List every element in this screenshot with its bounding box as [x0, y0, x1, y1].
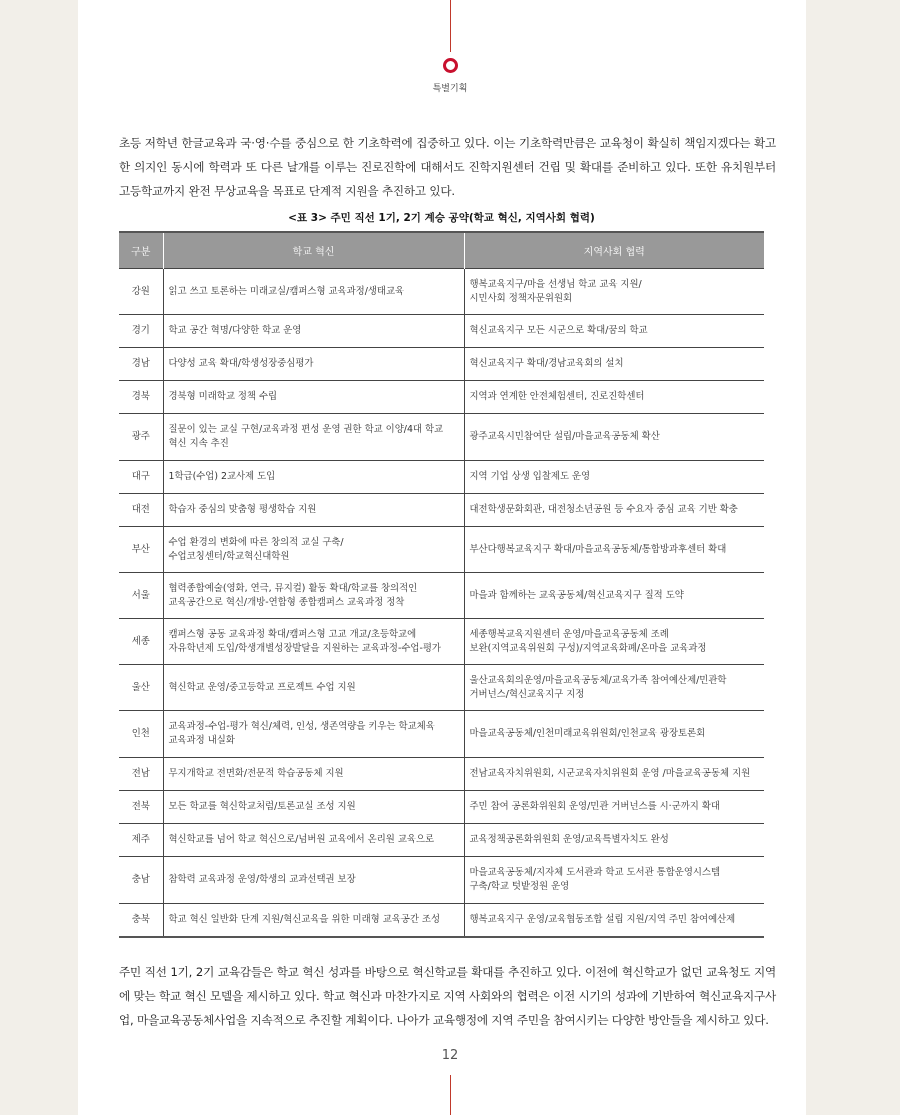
region-cell: 세종: [119, 619, 163, 665]
region-cell: 경남: [119, 348, 163, 381]
community-cooperation-cell: 혁신교육지구 모든 시군으로 확대/꿈의 학교: [464, 315, 764, 348]
region-cell: 대구: [119, 461, 163, 494]
school-innovation-cell: 질문이 있는 교실 구현/교육과정 편성 운영 권한 학교 이양/4대 학교 혁신 지속 추진: [163, 414, 464, 461]
community-cooperation-cell: 광주교육시민참여단 설립/마을교육공동체 확산: [464, 414, 764, 461]
section-marker-icon: [443, 58, 458, 73]
school-innovation-cell: 혁신학교를 넘어 학교 혁신으로/넘버원 교육에서 온리원 교육으로: [163, 824, 464, 857]
community-cooperation-cell: 행복교육지구 운영/교육협동조합 설립 지원/지역 주민 참여예산제: [464, 904, 764, 937]
region-cell: 울산: [119, 665, 163, 711]
community-cooperation-cell: 마을과 함께하는 교육공동체/혁신교육지구 질적 도약: [464, 573, 764, 619]
school-innovation-cell: 교육과정-수업-평가 혁신/체력, 인성, 생존역량을 키우는 학교체육 교육과정 내실화: [163, 711, 464, 758]
section-label: 특별기획: [432, 84, 468, 94]
intro-paragraph: 초등 저학년 한글교육과 국·영·수를 중심으로 한 기초학력에 집중하고 있다. 이는 기초학력만큼은 교육청이 확실히 책임지겠다는 확고한 의지인 동시에 학력과 또 다른 날개를 이루는 진로진학에 대해서도 진학지원센터 건립 및 확대를 준비하고 있다. 또한 유치원부터 고등학교까지 완전 무상교육을 목표로 단계적 지원을 추진하고 있다.: [119, 136, 776, 198]
school-innovation-cell: 모든 학교를 혁신학교처럼/토론교실 조성 지원: [163, 791, 464, 824]
table-row: [119, 381, 764, 414]
header-region: 구분: [119, 232, 163, 269]
bottom-divider-line: [450, 1075, 451, 1115]
region-cell: 경북: [119, 381, 163, 414]
community-cooperation-cell: 지역과 연계한 안전체험센터, 진로진학센터: [464, 381, 764, 414]
table-row: [119, 904, 764, 937]
table-row: [119, 857, 764, 904]
table-row: [119, 619, 764, 665]
table-row: [119, 573, 764, 619]
school-innovation-cell: 무지개학교 전면화/전문적 학습공동체 지원: [163, 758, 464, 791]
table-row: [119, 711, 764, 758]
top-divider-line: [450, 0, 451, 52]
page-number: 12: [441, 1048, 459, 1063]
region-cell: 광주: [119, 414, 163, 461]
community-cooperation-cell: 세종행복교육지원센터 운영/마을교육공동체 조례 보완(지역교육위원회 구성)/지역교육화폐/온마을 교육과정: [464, 619, 764, 665]
table-row: [119, 665, 764, 711]
region-cell: 대전: [119, 494, 163, 527]
school-innovation-cell: 학습자 중심의 맞춤형 평생학습 지원: [163, 494, 464, 527]
table-row: [119, 269, 764, 315]
community-cooperation-cell: 지역 기업 상생 입찰제도 운영: [464, 461, 764, 494]
school-innovation-cell: 학교 공간 혁명/다양한 학교 운영: [163, 315, 464, 348]
community-cooperation-cell: 마을교육공동체/지자체 도서관과 학교 도서관 통합운영시스템 구축/학교 텃밭정원 운영: [464, 857, 764, 904]
community-cooperation-cell: 주민 참여 공론화위원회 운영/민관 거버넌스를 시·군까지 확대: [464, 791, 764, 824]
region-cell: 인천: [119, 711, 163, 758]
table-row: [119, 527, 764, 573]
region-cell: 충북: [119, 904, 163, 937]
table-row: [119, 461, 764, 494]
school-innovation-cell: 혁신학교 운영/중고등학교 프로젝트 수업 지원: [163, 665, 464, 711]
community-cooperation-cell: 부산다행복교육지구 확대/마을교육공동체/통합방과후센터 확대: [464, 527, 764, 573]
school-innovation-cell: 수업 환경의 변화에 따른 창의적 교실 구축/ 수업코칭센터/학교혁신대학원: [163, 527, 464, 573]
region-cell: 경기: [119, 315, 163, 348]
community-cooperation-cell: 행복교육지구/마을 선생님 학교 교육 지원/ 시민사회 정책자문위원회: [464, 269, 764, 315]
table-row: [119, 824, 764, 857]
closing-paragraph: 주민 직선 1기, 2기 교육감들은 학교 혁신 성과를 바탕으로 혁신학교를 확대를 추진하고 있다. 이전에 혁신학교가 없던 교육청도 지역에 맞는 학교 혁신 모델을 제시하고 있다. 학교 혁신과 마찬가지로 지역 사회와의 협력은 이전 시기의 성과에 기반하여 혁신교육지구사업, 마을교육공동체사업을 지속적으로 추진할 계획이다. 나아가 교육행정에 지역 주민을 참여시키는 다양한 방안들을 제시하고 있다.: [119, 965, 776, 1027]
school-innovation-cell: 읽고 쓰고 토론하는 미래교실/캠퍼스형 교육과정/생태교육: [163, 269, 464, 315]
region-cell: 전남: [119, 758, 163, 791]
community-cooperation-cell: 전남교육자치위원회, 시군교육자치위원회 운영 /마을교육공동체 지원: [464, 758, 764, 791]
school-innovation-cell: 협력종합예술(영화, 연극, 뮤지컬) 활동 확대/학교를 창의적인 교육공간으로 혁신/개방-연합형 종합캠퍼스 교육과정 정착: [163, 573, 464, 619]
community-cooperation-cell: 대전학생문화회관, 대전청소년공원 등 수요자 중심 교육 기반 확충: [464, 494, 764, 527]
school-innovation-cell: 다양성 교육 확대/학생성장중심평가: [163, 348, 464, 381]
region-cell: 충남: [119, 857, 163, 904]
table-row: [119, 494, 764, 527]
policy-table: [119, 231, 764, 938]
school-innovation-cell: 경북형 미래학교 정책 수립: [163, 381, 464, 414]
region-cell: 전북: [119, 791, 163, 824]
community-cooperation-cell: 울산교육회의운영/마을교육공동체/교육가족 참여예산제/민관학 거버넌스/혁신교육지구 지정: [464, 665, 764, 711]
table-caption: <표 3> 주민 직선 1기, 2기 계승 공약(학교 혁신, 지역사회 협력): [288, 212, 595, 224]
header-school-innovation: 학교 혁신: [163, 232, 464, 269]
table-row: [119, 414, 764, 461]
community-cooperation-cell: 교육정책공론화위원회 운영/교육특별자치도 완성: [464, 824, 764, 857]
table-row: [119, 315, 764, 348]
school-innovation-cell: 참학력 교육과정 운영/학생의 교과선택권 보장: [163, 857, 464, 904]
school-innovation-cell: 학교 혁신 일반화 단계 지원/혁신교육을 위한 미래형 교육공간 조성: [163, 904, 464, 937]
region-cell: 강원: [119, 269, 163, 315]
table-row: [119, 348, 764, 381]
region-cell: 부산: [119, 527, 163, 573]
header-community-cooperation: 지역사회 협력: [464, 232, 764, 269]
school-innovation-cell: 캠퍼스형 공동 교육과정 확대/캠퍼스형 고교 개교/초등학교에 자유학년제 도입/학생개별성장발달을 지원하는 교육과정-수업-평가: [163, 619, 464, 665]
table-row: [119, 791, 764, 824]
school-innovation-cell: 1학급(수업) 2교사제 도입: [163, 461, 464, 494]
table-row: [119, 758, 764, 791]
table-header-row: [119, 232, 764, 269]
region-cell: 제주: [119, 824, 163, 857]
community-cooperation-cell: 마을교육공동체/인천미래교육위원회/인천교육 광장토론회: [464, 711, 764, 758]
region-cell: 서울: [119, 573, 163, 619]
community-cooperation-cell: 혁신교육지구 확대/경남교육회의 설치: [464, 348, 764, 381]
